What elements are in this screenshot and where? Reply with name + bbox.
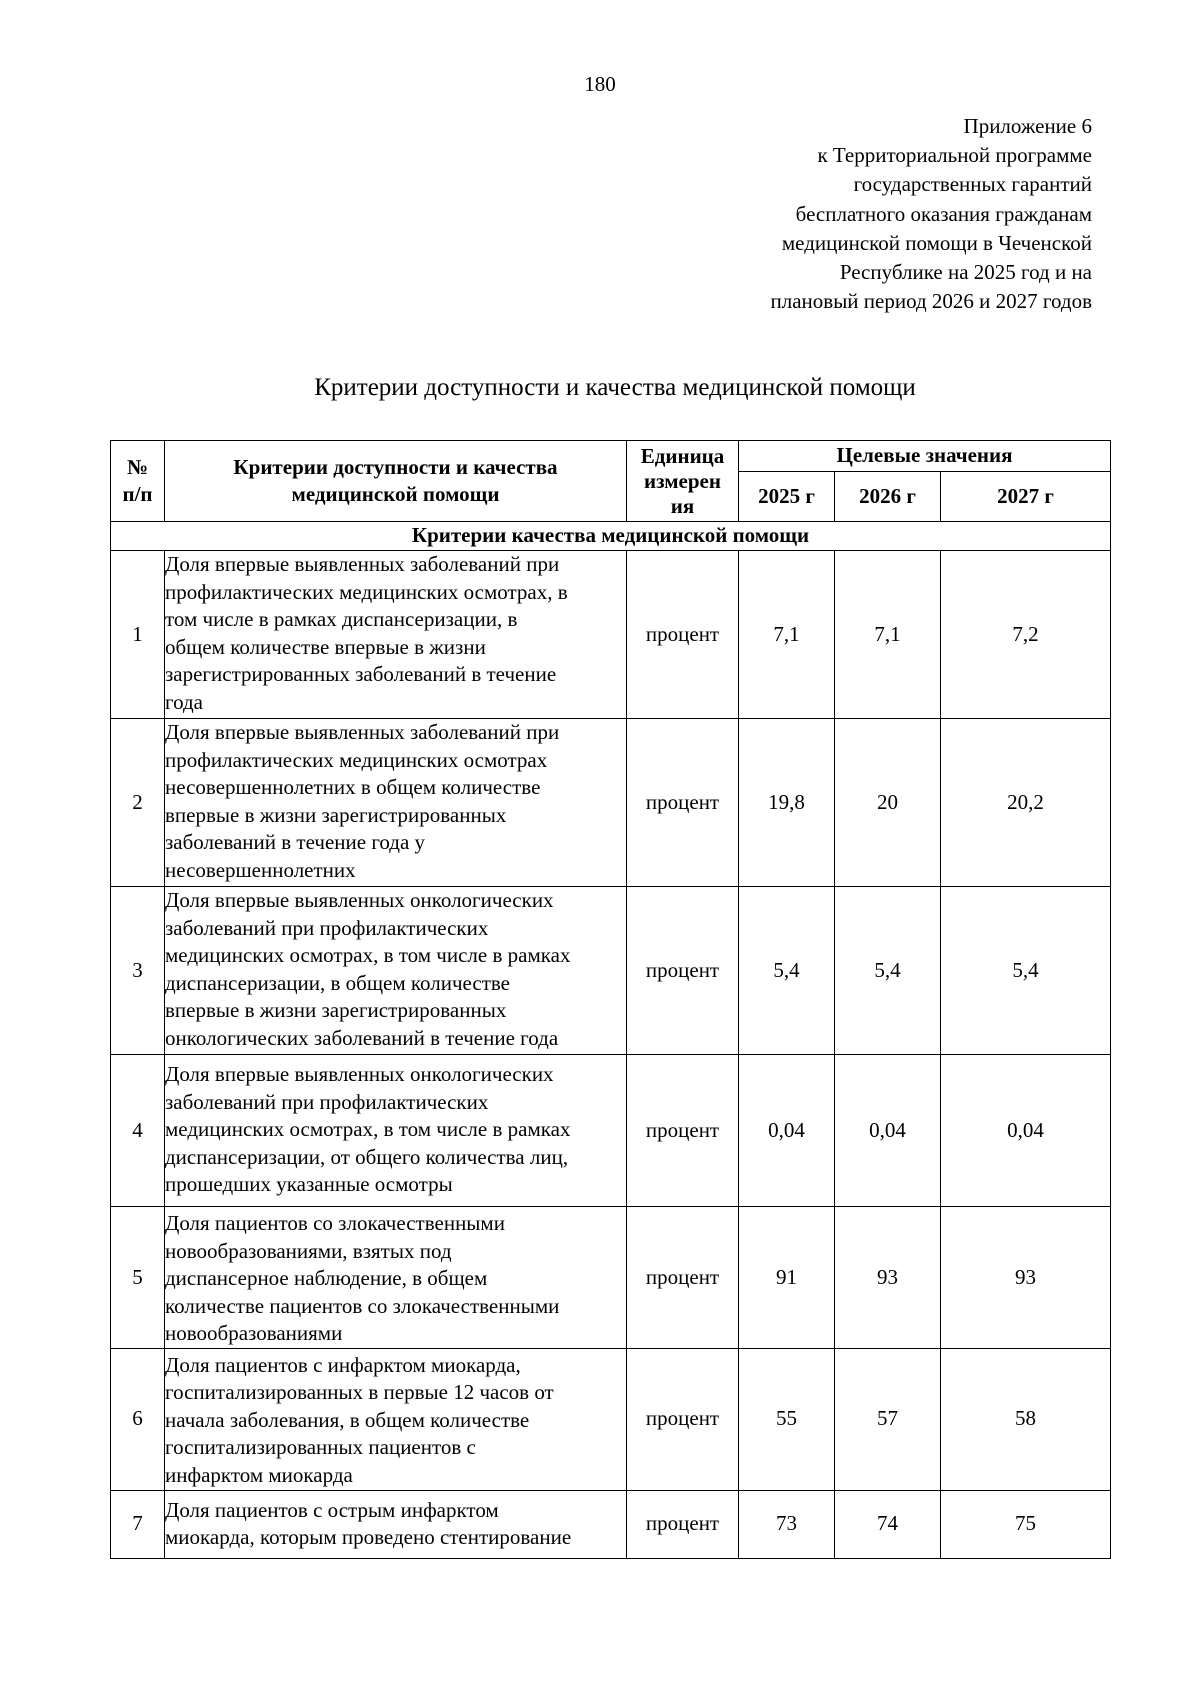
criterion-line: зарегистрированных заболеваний в течение <box>165 662 557 686</box>
criterion-line: диспансерное наблюдение, в общем <box>165 1266 488 1290</box>
criterion-text <box>165 1490 627 1558</box>
criterion-line: том числе в рамках диспансеризации, в <box>165 607 518 631</box>
value-2027: 75 <box>941 1490 1111 1558</box>
criterion-line: диспансеризации, от общего количества лиц, <box>165 1144 569 1169</box>
row-number: 6 <box>111 1348 165 1490</box>
table-row <box>111 1490 1111 1558</box>
appendix-line: бесплатного оказания гражданам <box>795 201 1092 226</box>
criterion-line: профилактических медицинских осмотрах <box>165 747 548 772</box>
value-2026: 0,04 <box>835 1055 941 1207</box>
value-2025: 55 <box>739 1348 835 1490</box>
value-2027: 93 <box>941 1207 1111 1349</box>
value-2025: 5,4 <box>739 887 835 1055</box>
header-unit-line: измерен <box>644 468 721 493</box>
criterion-text <box>165 1055 627 1207</box>
criterion-line: Доля пациентов со злокачественными <box>165 1211 505 1235</box>
row-number: 1 <box>111 551 165 719</box>
header-criteria-line: медицинской помощи <box>291 482 500 506</box>
criterion-text <box>165 1348 627 1490</box>
unit-cell: процент <box>627 1207 739 1349</box>
criterion-line: госпитализированных в первые 12 часов от <box>165 1380 554 1404</box>
table-row <box>111 1055 1111 1207</box>
criterion-line: диспансеризации, в общем количестве <box>165 970 510 995</box>
appendix-line: Республике на 2025 год и на <box>839 260 1092 285</box>
criterion-text <box>165 719 627 887</box>
criterion-line: Доля пациентов с инфарктом миокарда, <box>165 1352 521 1377</box>
row-number: 2 <box>111 719 165 887</box>
criterion-line: общем количестве впервые в жизни <box>165 634 486 659</box>
table-row <box>111 719 1111 887</box>
header-criteria <box>165 441 627 522</box>
header-year-2025: 2025 г <box>739 472 835 522</box>
criterion-line: медицинских осмотрах, в том числе в рамках <box>165 943 571 967</box>
unit-cell: процент <box>627 719 739 887</box>
value-2025: 91 <box>739 1207 835 1349</box>
header-num-line: № <box>126 454 149 479</box>
criterion-line: заболеваний при профилактических <box>165 915 489 940</box>
value-2026: 20 <box>835 719 941 887</box>
row-number: 3 <box>111 887 165 1055</box>
criterion-line: профилактических медицинских осмотрах, в <box>165 579 568 604</box>
criterion-line: госпитализированных пациентов с <box>165 1435 476 1459</box>
value-2027: 7,2 <box>941 551 1111 719</box>
header-unit-line: ия <box>670 493 695 518</box>
page-number: 180 <box>584 72 616 96</box>
table-row <box>111 551 1111 719</box>
criterion-line: года <box>165 689 203 714</box>
value-2025: 0,04 <box>739 1055 835 1207</box>
criterion-line: начала заболевания, в общем количестве <box>165 1407 530 1432</box>
unit-cell: процент <box>627 887 739 1055</box>
header-unit-line: Единица <box>640 443 725 468</box>
value-2026: 57 <box>835 1348 941 1490</box>
header-criteria-line: Критерии доступности и качества <box>233 454 558 479</box>
header-unit <box>627 441 739 522</box>
appendix-block <box>771 112 1093 316</box>
criterion-line: Доля пациентов с острым инфарктом <box>165 1497 499 1522</box>
criterion-line: несовершеннолетних в общем количестве <box>165 775 541 799</box>
row-number: 7 <box>111 1490 165 1558</box>
value-2025: 73 <box>739 1490 835 1558</box>
table-row <box>111 1348 1111 1490</box>
criterion-line: миокарда, которым проведено стентирование <box>165 1525 572 1549</box>
unit-cell: процент <box>627 551 739 719</box>
value-2026: 74 <box>835 1490 941 1558</box>
criterion-line: инфарктом миокарда <box>165 1462 353 1487</box>
criterion-line: новообразованиями, взятых под <box>165 1238 452 1263</box>
value-2025: 7,1 <box>739 551 835 719</box>
criterion-text <box>165 1207 627 1349</box>
value-2027: 0,04 <box>941 1055 1111 1207</box>
appendix-line: медицинской помощи в Чеченской <box>781 230 1092 255</box>
criterion-line: медицинских осмотрах, в том числе в рамках <box>165 1117 571 1141</box>
table-row <box>111 887 1111 1055</box>
criterion-line: прошедших указанные осмотры <box>165 1172 453 1196</box>
header-year-2027: 2027 г <box>941 472 1111 522</box>
value-2026: 93 <box>835 1207 941 1349</box>
unit-cell: процент <box>627 1055 739 1207</box>
criterion-line: онкологических заболеваний в течение года <box>165 1025 559 1050</box>
criterion-line: заболеваний в течение года у <box>165 830 426 854</box>
value-2025: 19,8 <box>739 719 835 887</box>
row-number: 4 <box>111 1055 165 1207</box>
section-title: Критерии качества медицинской помощи <box>111 522 1111 551</box>
criterion-line: несовершеннолетних <box>165 857 356 882</box>
unit-cell: процент <box>627 1348 739 1490</box>
criterion-line: Доля впервые выявленных онкологических <box>165 888 554 912</box>
criterion-text <box>165 551 627 719</box>
value-2026: 5,4 <box>835 887 941 1055</box>
value-2027: 5,4 <box>941 887 1111 1055</box>
criterion-line: новообразованиями <box>165 1321 343 1345</box>
table-row <box>111 1207 1111 1349</box>
appendix-line: плановый период 2026 и 2027 годов <box>770 289 1092 314</box>
appendix-line: Приложение 6 <box>963 114 1092 138</box>
value-2026: 7,1 <box>835 551 941 719</box>
row-number: 5 <box>111 1207 165 1349</box>
header-year-2026: 2026 г <box>835 472 941 522</box>
document-title: Критерии доступности и качества медицинской помощи <box>314 374 916 401</box>
appendix-line: к Территориальной программе <box>817 143 1092 168</box>
criterion-line: впервые в жизни зарегистрированных <box>165 802 507 827</box>
criterion-line: Доля впервые выявленных заболеваний при <box>165 720 560 744</box>
criterion-line: Доля впервые выявленных заболеваний при <box>165 552 560 576</box>
criterion-line: Доля впервые выявленных онкологических <box>165 1062 554 1086</box>
criterion-line: заболеваний при профилактических <box>165 1089 489 1114</box>
header-targets: Целевые значения <box>739 441 1111 472</box>
criterion-line: количестве пациентов со злокачественными <box>165 1293 560 1318</box>
value-2027: 58 <box>941 1348 1111 1490</box>
appendix-line: государственных гарантий <box>853 172 1092 197</box>
header-num-line: п/п <box>122 482 153 506</box>
value-2027: 20,2 <box>941 719 1111 887</box>
criterion-text <box>165 887 627 1055</box>
criterion-line: впервые в жизни зарегистрированных <box>165 998 507 1022</box>
header-num <box>111 441 165 522</box>
unit-cell: процент <box>627 1490 739 1558</box>
criteria-table <box>110 440 1111 1559</box>
